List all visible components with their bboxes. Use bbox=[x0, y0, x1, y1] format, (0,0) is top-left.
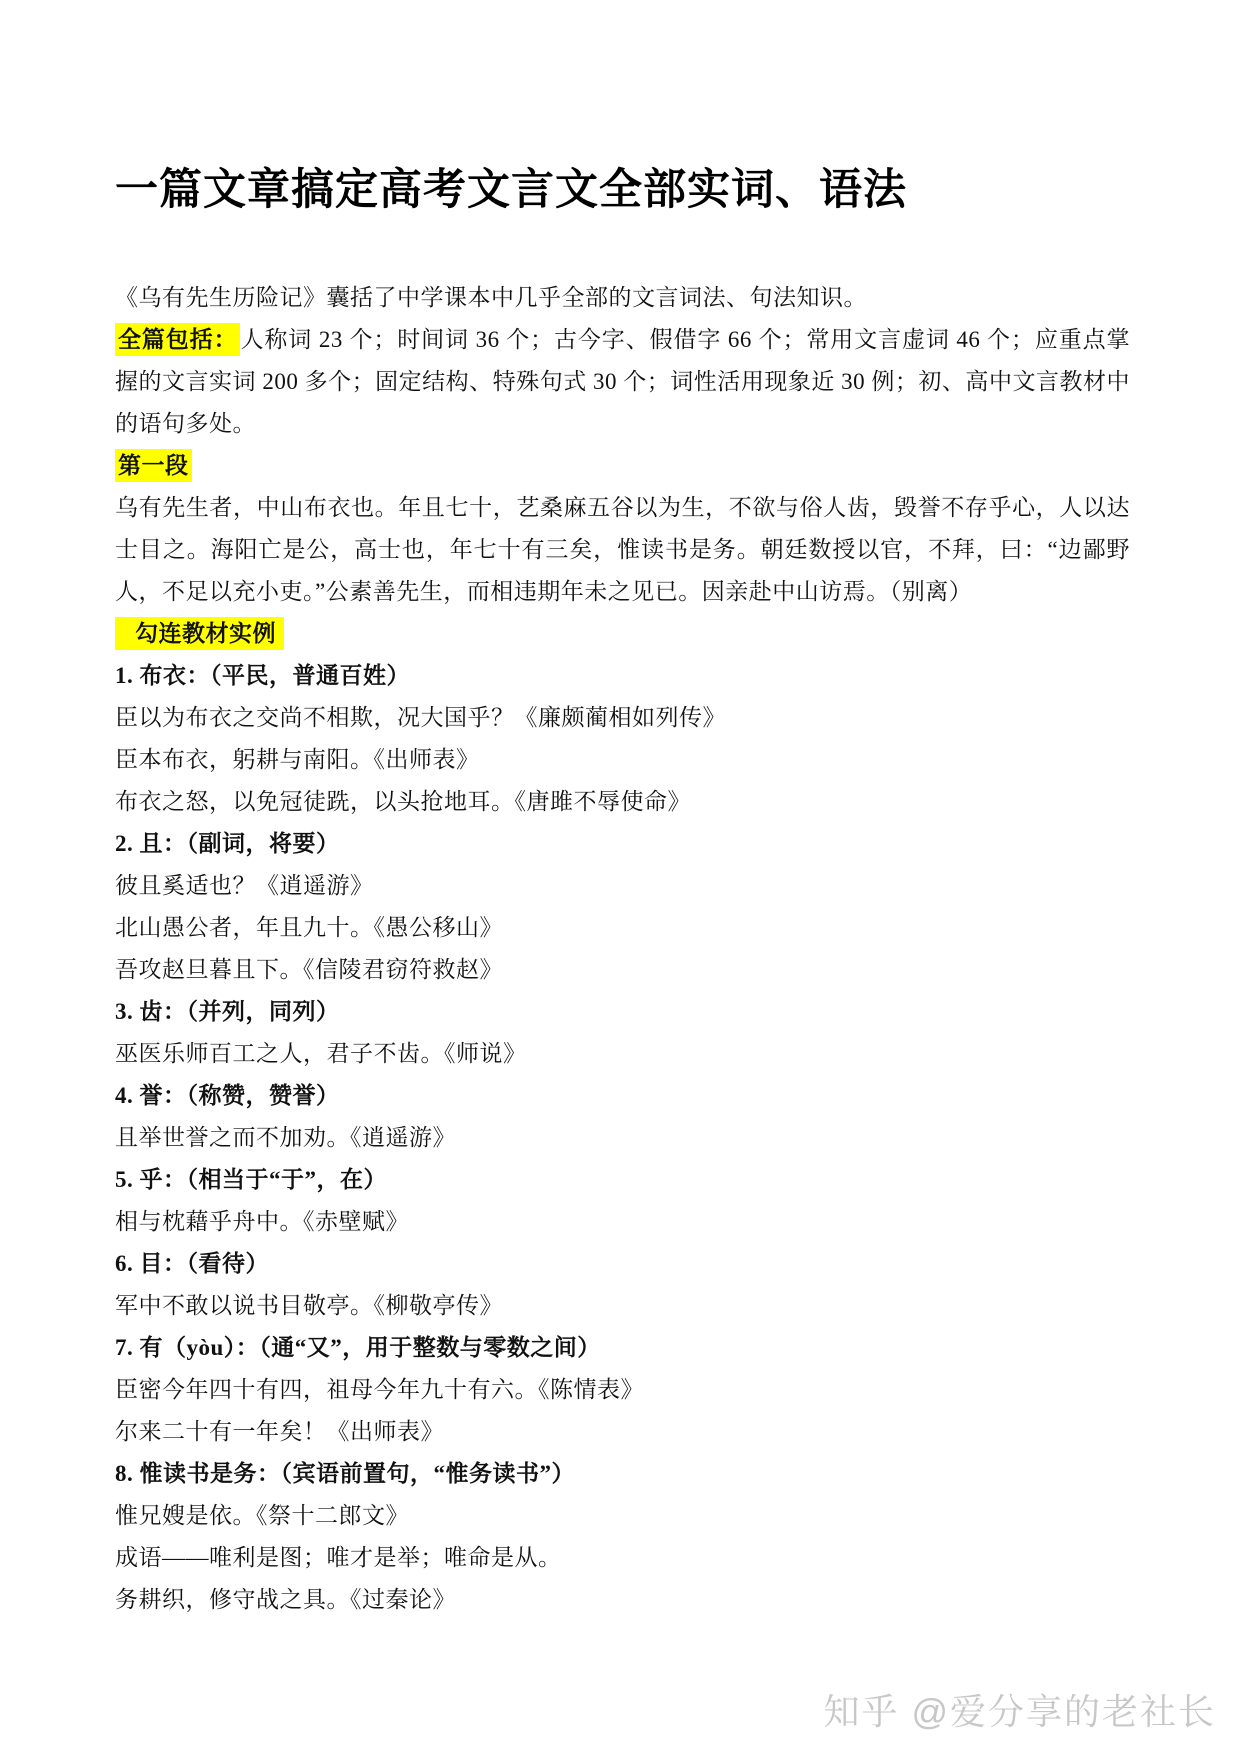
zhihu-watermark: 知乎 @爱分享的老社长 bbox=[823, 1691, 1216, 1732]
example-sentence: 惟兄嫂是依。《祭十二郎文》 bbox=[115, 1503, 409, 1528]
example-sentence: 相与枕藉乎舟中。《赤壁赋》 bbox=[115, 1209, 409, 1234]
summary-text: 人称词 23 个；时间词 36 个；古今字、假借字 66 个；常用文言虚词 46 个；应重点掌握的文言实词 200 多个；固定结构、特殊句式 30 个；词性活用现象近 30 例；初、高中文言教材中的语句多处。 bbox=[115, 327, 1131, 436]
example-sentence: 成语——唯利是图；唯才是举；唯命是从。 bbox=[115, 1545, 562, 1570]
item-heading: 1. 布衣：（平民，普通百姓） bbox=[115, 663, 410, 688]
summary-paragraph bbox=[115, 319, 1130, 445]
example-item bbox=[115, 655, 1130, 823]
examples-label-line bbox=[115, 613, 1130, 655]
example-sentence: 巫医乐师百工之人，君子不齿。《师说》 bbox=[115, 1041, 527, 1066]
item-heading: 6. 目：（看待） bbox=[115, 1251, 269, 1276]
example-sentence: 北山愚公者，年且九十。《愚公移山》 bbox=[115, 915, 503, 940]
example-item bbox=[115, 1159, 1130, 1243]
example-sentence: 臣本布衣，躬耕与南阳。《出师表》 bbox=[115, 747, 480, 772]
item-heading: 2. 且：（副词，将要） bbox=[115, 831, 340, 856]
examples-label-highlight: 勾连教材实例 bbox=[115, 617, 284, 650]
example-item bbox=[115, 1243, 1130, 1327]
item-heading: 5. 乎：（相当于“于”，在） bbox=[115, 1167, 387, 1192]
section1-label-highlight: 第一段 bbox=[115, 449, 192, 482]
example-sentence: 布衣之怒，以免冠徒跣，以头抢地耳。《唐雎不辱使命》 bbox=[115, 789, 691, 814]
page-title: 一篇文章搞定高考文言文全部实词、语法 bbox=[115, 167, 907, 214]
item-heading: 7. 有（yòu）：（通“又”，用于整数与零数之间） bbox=[115, 1335, 601, 1360]
example-sentence: 务耕织，修守战之具。《过秦论》 bbox=[115, 1587, 456, 1612]
example-sentence: 吾攻赵旦暮且下。《信陵君窃符救赵》 bbox=[115, 957, 503, 982]
example-sentence: 彼且奚适也？《逍遥游》 bbox=[115, 873, 374, 898]
intro-paragraph: 《乌有先生历险记》囊括了中学课本中几乎全部的文言词法、句法知识。 bbox=[115, 285, 867, 310]
section1-paragraph: 乌有先生者，中山布衣也。年且七十，艺桑麻五谷以为生，不欲与俗人齿，毁誉不存乎心，人以达士目之。海阳亡是公，高士也，年七十有三矣，惟读书是务。朝廷数授以官，不拜，曰：“边鄙野人，不足以充小吏。”公素善先生，而相违期年未之见已。因亲赴中山访焉。（别离） bbox=[115, 495, 1130, 604]
item-heading: 3. 齿：（并列，同列） bbox=[115, 999, 340, 1024]
item-heading: 4. 誉：（称赞，赞誉） bbox=[115, 1083, 340, 1108]
example-item bbox=[115, 1327, 1130, 1453]
example-sentence: 臣以为布衣之交尚不相欺，况大国乎？《廉颇蔺相如列传》 bbox=[115, 705, 726, 730]
example-item bbox=[115, 1075, 1130, 1159]
item-heading: 8. 惟读书是务：（宾语前置句，“惟务读书”） bbox=[115, 1461, 575, 1486]
example-item bbox=[115, 991, 1130, 1075]
example-sentence: 尔来二十有一年矣！《出师表》 bbox=[115, 1419, 444, 1444]
example-item bbox=[115, 823, 1130, 991]
example-sentence: 且举世誉之而不加劝。《逍遥游》 bbox=[115, 1125, 456, 1150]
summary-label-highlight: 全篇包括： bbox=[115, 323, 240, 356]
example-sentence: 臣密今年四十有四，祖母今年九十有六。《陈情表》 bbox=[115, 1377, 644, 1402]
example-sentence: 军中不敢以说书目敬亭。《柳敬亭传》 bbox=[115, 1293, 503, 1318]
example-item bbox=[115, 1453, 1130, 1621]
section1-label-line bbox=[115, 445, 1130, 487]
